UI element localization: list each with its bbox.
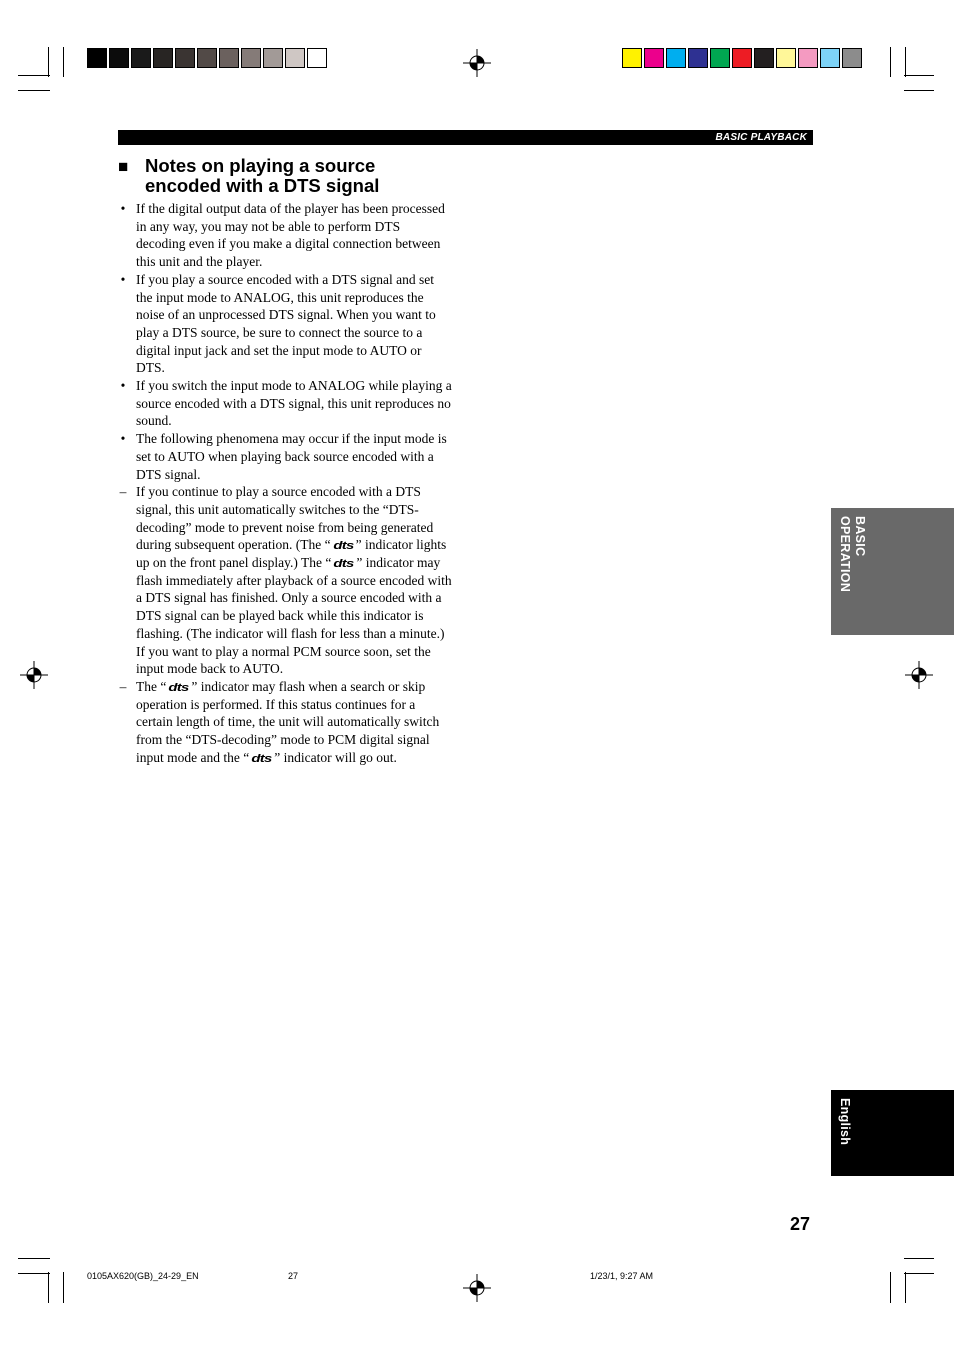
dts-logo-icon: dts (333, 558, 354, 571)
list-item (116, 200, 452, 271)
registration-swatch (732, 48, 752, 68)
registration-swatch (285, 48, 305, 68)
registration-swatch (307, 48, 327, 68)
registration-target-icon (463, 1274, 491, 1302)
list-item-text: If you play a source encoded with a DTS signal and set the input mode to ANALOG, this unit reproduces the noise of an unprocessed DTS signal. When you want to play a DTS source, be sure to connect the source to a digital input jack and set the input mode to AUTO or DTS. (136, 271, 436, 376)
dts-logo-icon: dts (332, 540, 354, 553)
bullet-icon: • (120, 431, 126, 447)
bullet-icon: • (120, 378, 126, 394)
registration-swatch (688, 48, 708, 68)
list-item-text: If the digital output data of the player has been processed in any way, you may not be able to perform DTS decoding even if you make a digital connection between this unit and the player. (136, 201, 445, 270)
section-title-line1: Notes on playing a source (145, 155, 376, 176)
registration-swatch (87, 48, 107, 68)
section-header-label: BASIC PLAYBACK (715, 132, 807, 143)
section-header-bar (118, 130, 813, 145)
registration-swatch (666, 48, 686, 68)
registration-target-icon (20, 661, 48, 689)
registration-swatch (197, 48, 217, 68)
list-item-text-part: ” indicator may flash immediately after playback of a source encoded with a DTS signal has finished. Only a source encoded with a DTS signal can be played back while this indicator is flashing. (The indicator will flash for less than a minute.) If you want to play a normal PCM source soon, set the input mode back to AUTO. (136, 555, 452, 677)
square-bullet-icon: ■ (118, 157, 129, 176)
registration-swatch (241, 48, 261, 68)
side-tab-label-line1: BASIC (853, 516, 867, 557)
notes-list (116, 200, 452, 767)
bullet-icon: • (120, 201, 126, 216)
footer-date: 1/23/1, 9:27 AM (590, 1271, 654, 1281)
registration-swatch (153, 48, 173, 68)
list-item-text-part: If you continue to play a source encoded with a DTS signal, this unit automatically switches to the “DTS-decoding” mode to prevent noise from being generated during subsequent operation. (The “ (136, 484, 434, 553)
list-item-text-part: ” indicator may flash when a search or skip operation is performed. If this status continues for a certain length of time, the unit will automatically switch from the “DTS-decoding” mode to PCM digital signal input mode and the “ (136, 678, 440, 765)
list-item-text-part: ” indicator lights up on the front panel display.) The “ (136, 537, 447, 571)
registration-target-icon (463, 49, 491, 77)
page-number: 27 (790, 1214, 811, 1234)
list-item (116, 377, 452, 430)
bullet-icon: • (120, 271, 126, 287)
registration-swatch (175, 48, 195, 68)
dts-logo-icon: dts (251, 752, 272, 765)
registration-swatch (131, 48, 151, 68)
registration-swatch (798, 48, 818, 68)
list-item (116, 678, 452, 767)
footer-page: 27 (288, 1271, 299, 1281)
dts-logo-icon: dts (168, 681, 189, 694)
registration-target-icon (905, 661, 933, 689)
list-item-text: If you switch the input mode to ANALOG while playing a source encoded with a DTS signal, this unit reproduces no sound. (136, 378, 452, 429)
list-item (116, 430, 452, 483)
registration-swatch (644, 48, 664, 68)
list-item (116, 271, 452, 377)
registration-swatch (219, 48, 239, 68)
registration-swatch (842, 48, 862, 68)
list-item-text-part: ” indicator will go out. (274, 749, 397, 765)
registration-swatch (622, 48, 642, 68)
registration-swatch (820, 48, 840, 68)
list-item-text: The following phenomena may occur if the input mode is set to AUTO when playing back source encoded with a DTS signal. (136, 431, 447, 482)
registration-swatch (710, 48, 730, 68)
side-tab-label-line2: OPERATION (838, 516, 852, 593)
side-tab-english (831, 1090, 954, 1176)
list-item-text-part: The “ (136, 678, 167, 694)
side-tab-label (837, 516, 867, 592)
registration-swatch (263, 48, 283, 68)
dash-icon: – (119, 678, 127, 694)
registration-swatch (109, 48, 129, 68)
footer-file-name: 0105AX620(GB)_24-29_EN (87, 1271, 199, 1281)
side-tab-basic-operation (831, 508, 954, 635)
registration-swatch (776, 48, 796, 68)
dash-icon: – (119, 484, 127, 500)
registration-swatch (754, 48, 774, 68)
section-title (118, 156, 478, 196)
section-title-line2: encoded with a DTS signal (145, 175, 380, 196)
side-tab-label: English (838, 1098, 852, 1146)
list-item (116, 483, 452, 678)
